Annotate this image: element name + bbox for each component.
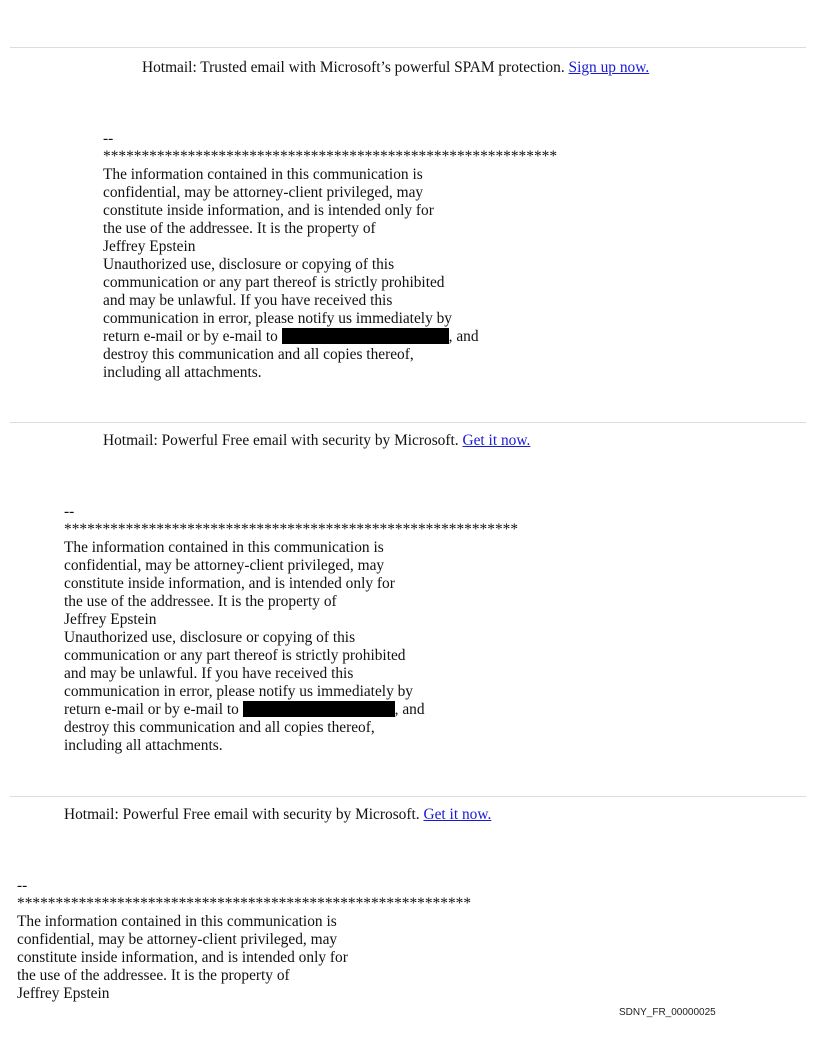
notice-line: constitute inside information, and is intended only for xyxy=(64,575,395,592)
signature-dashes: -- xyxy=(17,877,28,894)
notice-line: communication or any part thereof is strictly prohibited xyxy=(64,647,406,664)
notice-line: confidential, may be attorney-client privileged, may xyxy=(103,184,424,201)
signature-stars: *********************************************************** xyxy=(64,521,519,538)
notice-text: return e-mail or by e-mail to xyxy=(103,328,282,345)
sign-up-link[interactable]: Sign up now. xyxy=(568,59,650,76)
redaction-box xyxy=(243,701,395,717)
notice-text: , and xyxy=(448,328,479,345)
hotmail-promo xyxy=(64,806,491,824)
notice-line: including all attachments. xyxy=(103,364,262,381)
promo-text: Hotmail: Trusted email with Microsoft’s powerful SPAM protection. xyxy=(142,59,569,76)
notice-text: return e-mail or by e-mail to xyxy=(64,701,243,718)
get-it-now-link[interactable]: Get it now. xyxy=(423,806,492,823)
notice-line: the use of the addressee. It is the property of xyxy=(64,593,337,610)
notice-line: Jeffrey Epstein xyxy=(17,985,110,1002)
notice-line: the use of the addressee. It is the property of xyxy=(103,220,376,237)
notice-line: Jeffrey Epstein xyxy=(103,238,196,255)
signature-stars: *********************************************************** xyxy=(17,895,472,912)
notice-line xyxy=(64,701,518,719)
notice-text: , and xyxy=(394,701,425,718)
promo-text: Hotmail: Powerful Free email with security by Microsoft. xyxy=(64,806,424,823)
notice-line: communication in error, please notify us immediately by xyxy=(103,310,453,327)
notice-line: The information contained in this communication is xyxy=(17,913,337,930)
notice-line: confidential, may be attorney-client privileged, may xyxy=(64,557,385,574)
confidentiality-notice xyxy=(103,130,557,382)
promo-text: Hotmail: Powerful Free email with security by Microsoft. xyxy=(103,432,463,449)
signature-dashes: -- xyxy=(103,130,114,147)
divider xyxy=(10,47,806,48)
notice-line: Jeffrey Epstein xyxy=(64,611,157,628)
notice-line: constitute inside information, and is intended only for xyxy=(103,202,434,219)
notice-line: The information contained in this communication is xyxy=(103,166,423,183)
notice-line: and may be unlawful. If you have received this xyxy=(103,292,393,309)
notice-line: the use of the addressee. It is the property of xyxy=(17,967,290,984)
notice-line: Unauthorized use, disclosure or copying of this xyxy=(64,629,356,646)
notice-line: destroy this communication and all copies thereof, xyxy=(64,719,375,736)
notice-line: destroy this communication and all copies thereof, xyxy=(103,346,414,363)
get-it-now-link[interactable]: Get it now. xyxy=(462,432,531,449)
notice-line: communication or any part thereof is strictly prohibited xyxy=(103,274,445,291)
confidentiality-notice xyxy=(64,503,518,755)
redaction-box xyxy=(282,328,449,344)
signature-dashes: -- xyxy=(64,503,75,520)
signature-stars: *********************************************************** xyxy=(103,148,558,165)
notice-line: confidential, may be attorney-client privileged, may xyxy=(17,931,338,948)
notice-line: constitute inside information, and is intended only for xyxy=(17,949,348,966)
notice-line: The information contained in this communication is xyxy=(64,539,384,556)
divider xyxy=(10,796,806,797)
hotmail-promo xyxy=(103,432,530,450)
bates-number: SDNY_FR_00000025 xyxy=(619,1007,716,1018)
divider xyxy=(10,422,806,423)
hotmail-promo xyxy=(142,59,649,77)
notice-line: communication in error, please notify us immediately by xyxy=(64,683,414,700)
notice-line: and may be unlawful. If you have received this xyxy=(64,665,354,682)
notice-line xyxy=(103,328,557,346)
confidentiality-notice xyxy=(17,877,471,1003)
notice-line: including all attachments. xyxy=(64,737,223,754)
notice-line: Unauthorized use, disclosure or copying of this xyxy=(103,256,395,273)
